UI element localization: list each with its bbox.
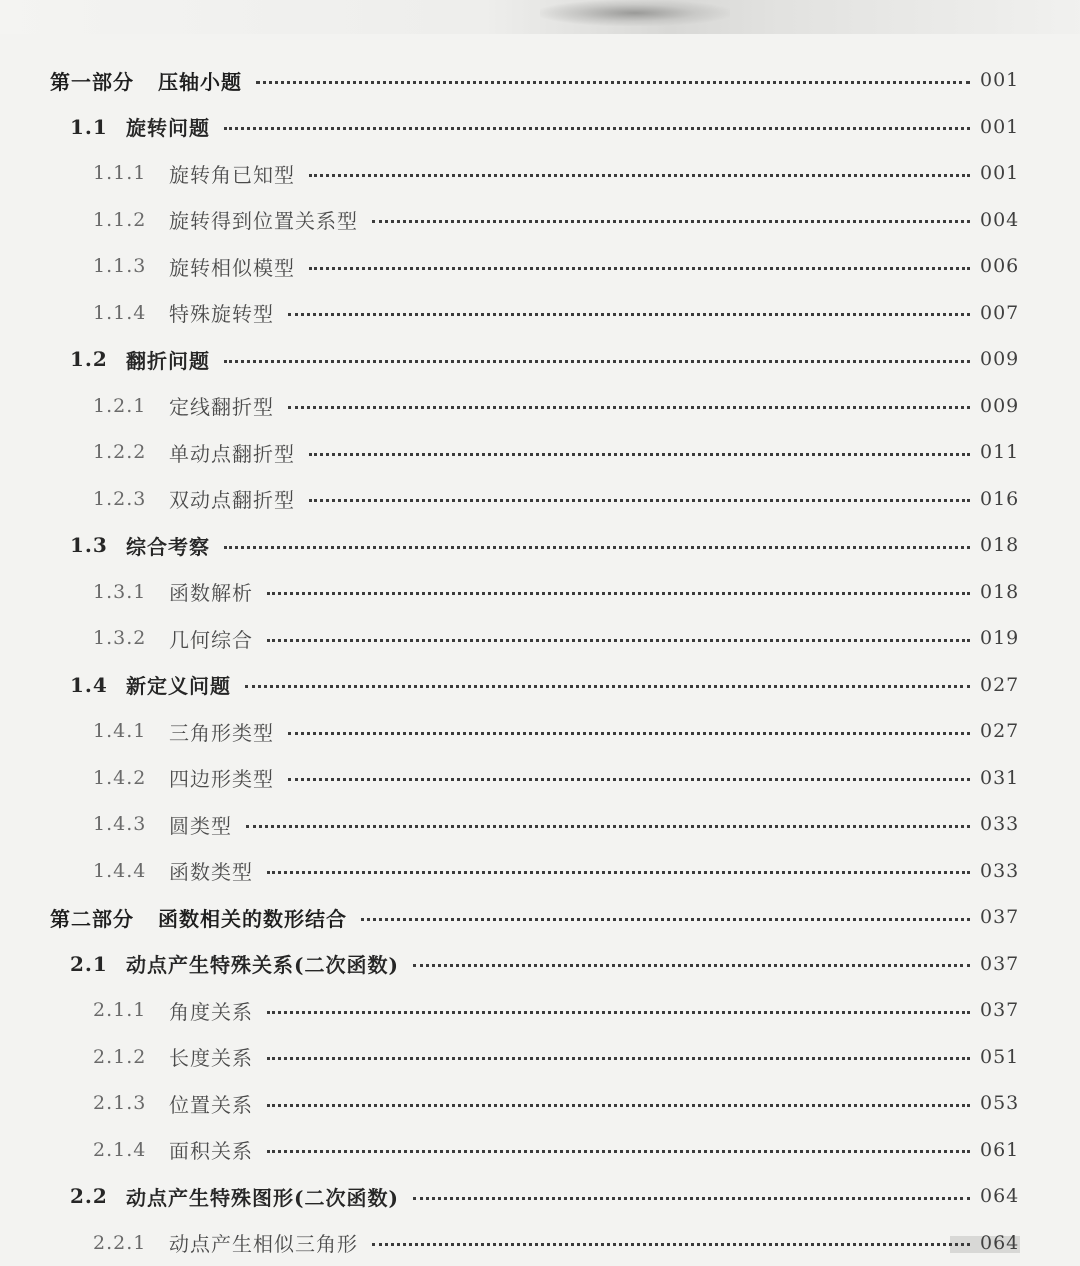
toc-entry-title: 动点产生特殊关系(二次函数) [126,949,399,978]
toc-chapter-entry [0,336,1080,383]
toc-section-entry [0,150,1080,197]
toc-entry-page-number: 004 [980,209,1024,231]
toc-dot-leader [267,592,970,595]
toc-entry-page-number: 033 [980,813,1024,835]
toc-entry-title: 几何综合 [169,624,253,653]
toc-entry-number: 1.2 [70,347,126,371]
toc-dot-leader [224,546,970,549]
toc-entry-title: 新定义问题 [126,670,231,699]
toc-section-entry [0,197,1080,244]
toc-entry-number: 1.1.2 [93,209,169,231]
toc-entry-title: 位置关系 [169,1089,253,1118]
toc-entry-title: 特殊旋转型 [169,298,274,327]
toc-entry-page-number: 009 [980,395,1024,417]
toc-entry-number: 1.1.3 [93,255,169,277]
toc-entry-page-number: 037 [980,999,1024,1021]
toc-entry-number: 1.3 [70,533,126,557]
toc-dot-leader [245,685,970,688]
toc-dot-leader [267,639,970,642]
toc-entry-title: 综合考察 [126,531,210,560]
toc-section-entry [0,569,1080,616]
toc-entry-title: 圆类型 [169,810,232,839]
toc-section-entry [0,615,1080,662]
toc-section-entry [0,987,1080,1034]
toc-entry-title: 旋转角已知型 [169,159,295,188]
page-top-smudge [540,0,730,26]
toc-entry-number: 1.4.1 [93,720,169,742]
toc-section-entry [0,429,1080,476]
toc-entry-title: 翻折问题 [126,345,210,374]
toc-entry-number: 1.4 [70,673,126,697]
toc-dot-leader [413,964,970,967]
toc-entry-title: 单动点翻折型 [169,438,295,467]
toc-dot-leader [309,174,970,177]
toc-dot-leader [309,267,970,270]
toc-dot-leader [224,127,970,130]
toc-entry-page-number: 061 [980,1139,1024,1161]
toc-entry-page-number: 033 [980,860,1024,882]
toc-dot-leader [361,918,970,921]
toc-section-entry [0,755,1080,802]
toc-entry-number: 2.1.3 [93,1092,169,1114]
toc-entry-title: 面积关系 [169,1135,253,1164]
toc-part-entry [0,894,1080,941]
toc-entry-number: 1.3.2 [93,627,169,649]
toc-entry-page-number: 053 [980,1092,1024,1114]
toc-entry-title: 角度关系 [169,996,253,1025]
toc-entry-number: 1.2.2 [93,441,169,463]
toc-entry-page-number: 007 [980,302,1024,324]
toc-entry-page-number: 064 [980,1185,1024,1207]
toc-entry-number: 1.1 [70,115,126,139]
toc-section-entry [0,708,1080,755]
toc-entry-page-number: 031 [980,767,1024,789]
toc-dot-leader [372,220,970,223]
toc-entry-number: 1.4.4 [93,860,169,882]
toc-entry-page-number: 019 [980,627,1024,649]
toc-section-entry [0,801,1080,848]
toc-entry-title: 动点产生相似三角形 [169,1228,358,1257]
toc-entry-page-number: 037 [980,953,1024,975]
toc-dot-leader [288,778,970,781]
toc-dot-leader [309,453,970,456]
toc-entry-number: 1.1.4 [93,302,169,324]
toc-chapter-entry [0,662,1080,709]
toc-entry-page-number: 011 [980,441,1024,463]
toc-dot-leader [267,1011,970,1014]
toc-entry-number: 1.4.2 [93,767,169,789]
toc-chapter-entry [0,941,1080,988]
toc-entry-title: 旋转相似模型 [169,252,295,281]
toc-dot-leader [413,1197,970,1200]
toc-entry-page-number: 006 [980,255,1024,277]
toc-entry-number: 2.1.2 [93,1046,169,1068]
toc-entry-page-number: 001 [980,116,1024,138]
toc-entry-title: 定线翻折型 [169,391,274,420]
toc-dot-leader [267,1150,970,1153]
toc-entry-title: 双动点翻折型 [169,484,295,513]
toc-entry-number: 第二部分 [50,903,134,932]
toc-entry-title: 四边形类型 [169,763,274,792]
toc-section-entry [0,1220,1080,1266]
toc-section-entry [0,290,1080,337]
toc-entry-title: 旋转问题 [126,112,210,141]
toc-dot-leader [288,406,970,409]
toc-dot-leader [288,313,970,316]
toc-section-entry [0,1034,1080,1081]
toc-dot-leader [267,1057,970,1060]
toc-dot-leader [246,825,970,828]
toc-chapter-entry [0,522,1080,569]
toc-entry-title: 动点产生特殊图形(二次函数) [126,1182,399,1211]
toc-entry-number: 1.3.1 [93,581,169,603]
toc-dot-leader [224,360,970,363]
toc-entry-number: 2.2.1 [93,1232,169,1254]
toc-entry-number: 1.2.3 [93,488,169,510]
toc-entry-page-number: 037 [980,906,1024,928]
toc-dot-leader [256,81,970,84]
toc-dot-leader [372,1243,970,1246]
toc-entry-page-number: 001 [980,162,1024,184]
toc-entry-number: 第一部分 [50,66,134,95]
toc-entry-title: 旋转得到位置关系型 [169,205,358,234]
toc-section-entry [0,1127,1080,1174]
toc-entry-title: 函数类型 [169,856,253,885]
toc-chapter-entry [0,104,1080,151]
toc-entry-title: 压轴小题 [158,66,242,95]
toc-entry-number: 1.2.1 [93,395,169,417]
toc-dot-leader [309,499,970,502]
toc-entry-number: 2.1 [70,952,126,976]
toc-entry-page-number: 064 [980,1232,1024,1254]
toc-section-entry [0,1080,1080,1127]
toc-section-entry [0,476,1080,523]
table-of-contents [0,57,1080,1266]
toc-entry-page-number: 027 [980,674,1024,696]
toc-entry-page-number: 051 [980,1046,1024,1068]
toc-chapter-entry [0,1173,1080,1220]
toc-entry-number: 1.4.3 [93,813,169,835]
toc-entry-page-number: 018 [980,534,1024,556]
toc-entry-title: 三角形类型 [169,717,274,746]
toc-entry-page-number: 009 [980,348,1024,370]
toc-entry-page-number: 001 [980,69,1024,91]
toc-entry-title: 函数相关的数形结合 [158,903,347,932]
toc-entry-number: 1.1.1 [93,162,169,184]
toc-entry-page-number: 027 [980,720,1024,742]
toc-entry-number: 2.1.1 [93,999,169,1021]
toc-dot-leader [267,1104,970,1107]
toc-entry-number: 2.2 [70,1184,126,1208]
toc-section-entry [0,383,1080,430]
toc-entry-title: 函数解析 [169,577,253,606]
toc-entry-page-number: 016 [980,488,1024,510]
toc-entry-page-number: 018 [980,581,1024,603]
toc-part-entry [0,57,1080,104]
toc-entry-number: 2.1.4 [93,1139,169,1161]
toc-dot-leader [288,732,970,735]
toc-dot-leader [267,871,970,874]
toc-section-entry [0,243,1080,290]
toc-entry-title: 长度关系 [169,1042,253,1071]
toc-section-entry [0,848,1080,895]
